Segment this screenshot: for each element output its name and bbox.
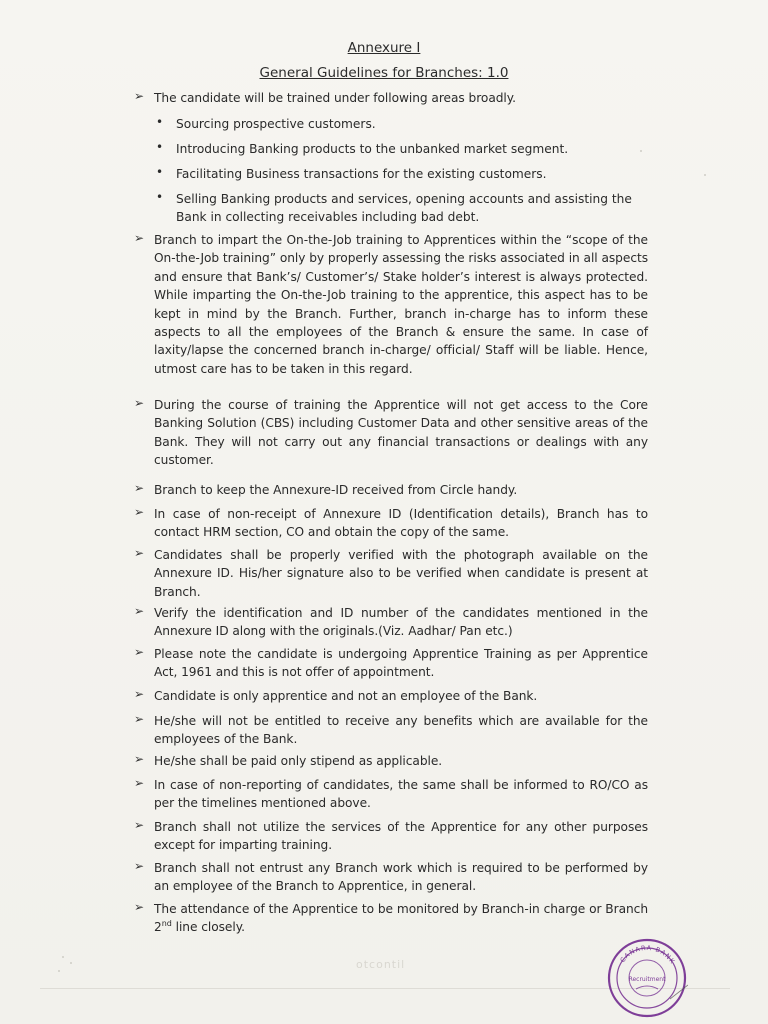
arrow-marker-icon: ➢ <box>134 859 145 873</box>
area-text: Introducing Banking products to the unbanked market segment. <box>176 142 569 156</box>
intro-text: The candidate will be trained under following areas broadly. <box>154 91 517 105</box>
guideline-text: He/she will not be entitled to receive any benefits which are available for the employees of the Bank. <box>154 714 648 747</box>
arrow-marker-icon: ➢ <box>134 900 145 914</box>
arrow-marker-icon: ➢ <box>134 687 145 701</box>
arrow-marker-icon: ➢ <box>134 712 145 726</box>
guideline-text: He/she shall be paid only stipend as applicable. <box>154 754 443 768</box>
arrow-marker-icon: ➢ <box>134 231 145 245</box>
guideline-text: Branch to impart the On-the-Job training to Apprentices within the “scope of the On-the-Job training” only by properly assessing the risks associated in all aspects and ensure that Bank’s/ Customer’s/ Stake holder’s interest is always protected. While imparting the On-the-Job training to the apprentice, this aspect has to be kept in mind by the Branch. Further, branch in-charge has to inform these aspects to all the employees of the Branch & ensure the same. In case of laxity/lapse the concerned branch in-charge/ official/ Staff will be liable. Hence, utmost care has to be taken in this regard. <box>154 233 648 376</box>
guideline-text: Candidate is only apprentice and not an employee of the Bank. <box>154 689 538 703</box>
scan-speck <box>640 150 642 152</box>
arrow-marker-icon: ➢ <box>134 776 145 790</box>
document-title: Annexure I <box>347 40 421 56</box>
guideline-text: Branch shall not entrust any Branch work which is required to be performed by an employee of the Branch to Apprentice, in general. <box>154 861 648 894</box>
arrow-marker-icon: ➢ <box>134 481 145 495</box>
arrow-marker-icon: ➢ <box>134 89 145 103</box>
arrow-marker-icon: ➢ <box>134 505 145 519</box>
area-text: Sourcing prospective customers. <box>176 117 376 131</box>
document-subtitle: General Guidelines for Branches: 1.0 <box>259 65 509 81</box>
guideline-text: Please note the candidate is undergoing Apprentice Training as per Apprentice Act, 1961 and this is not offer of appointment. <box>154 647 648 680</box>
seal-icon <box>606 937 688 1019</box>
bank-seal-stamp <box>606 937 688 1019</box>
arrow-marker-icon: ➢ <box>134 752 145 766</box>
svg-text:Recruitment: Recruitment <box>628 976 666 983</box>
arrow-marker-icon: ➢ <box>134 546 145 560</box>
guideline-text: Branch to keep the Annexure-ID received from Circle handy. <box>154 483 518 497</box>
area-text: Facilitating Business transactions for the existing customers. <box>176 167 547 181</box>
superscript: nd <box>161 919 172 929</box>
guideline-text <box>154 900 648 937</box>
guideline-text: In case of non-reporting of candidates, the same shall be informed to RO/CO as per the timelines mentioned above. <box>154 778 648 811</box>
scan-speck <box>70 962 72 964</box>
svg-text:CANARA BANK: CANARA BANK <box>618 943 677 966</box>
bullet-icon: • <box>156 190 164 204</box>
bullet-icon: • <box>156 140 164 154</box>
bullet-icon: • <box>156 165 164 179</box>
arrow-marker-icon: ➢ <box>134 818 145 832</box>
guideline-text-part: line closely. <box>171 920 245 935</box>
scan-speck <box>62 956 64 958</box>
guideline-text: In case of non-receipt of Annexure ID (Identification details), Branch has to contact HRM section, CO and obtain the copy of the same. <box>154 507 648 540</box>
guideline-text: During the course of training the Apprentice will not get access to the Core Banking Solution (CBS) including Customer Data and other sensitive areas of the Bank. They will not carry out any financial transactions or dealings with any customer. <box>154 398 648 468</box>
faint-watermark: otcontil <box>356 958 406 971</box>
area-text: Selling Banking products and services, opening accounts and assisting the Bank in collecting receivables including bad debt. <box>176 192 632 225</box>
guideline-text-part: The attendance of the Apprentice to be monitored by Branch-in charge or Branch 2 <box>154 902 648 935</box>
scan-speck <box>58 970 60 972</box>
arrow-marker-icon: ➢ <box>134 396 145 410</box>
guideline-text: Branch shall not utilize the services of the Apprentice for any other purposes except for imparting training. <box>154 820 648 853</box>
scan-speck <box>704 174 706 176</box>
bullet-icon: • <box>156 115 164 129</box>
guideline-text: Verify the identification and ID number of the candidates mentioned in the Annexure ID along with the originals.(Viz. Aadhar/ Pan etc.) <box>154 606 648 639</box>
guideline-text: Candidates shall be properly verified with the photograph available on the Annexure ID. His/her signature also to be verified when candidate is present at Branch. <box>154 548 648 599</box>
arrow-marker-icon: ➢ <box>134 645 145 659</box>
arrow-marker-icon: ➢ <box>134 604 145 618</box>
